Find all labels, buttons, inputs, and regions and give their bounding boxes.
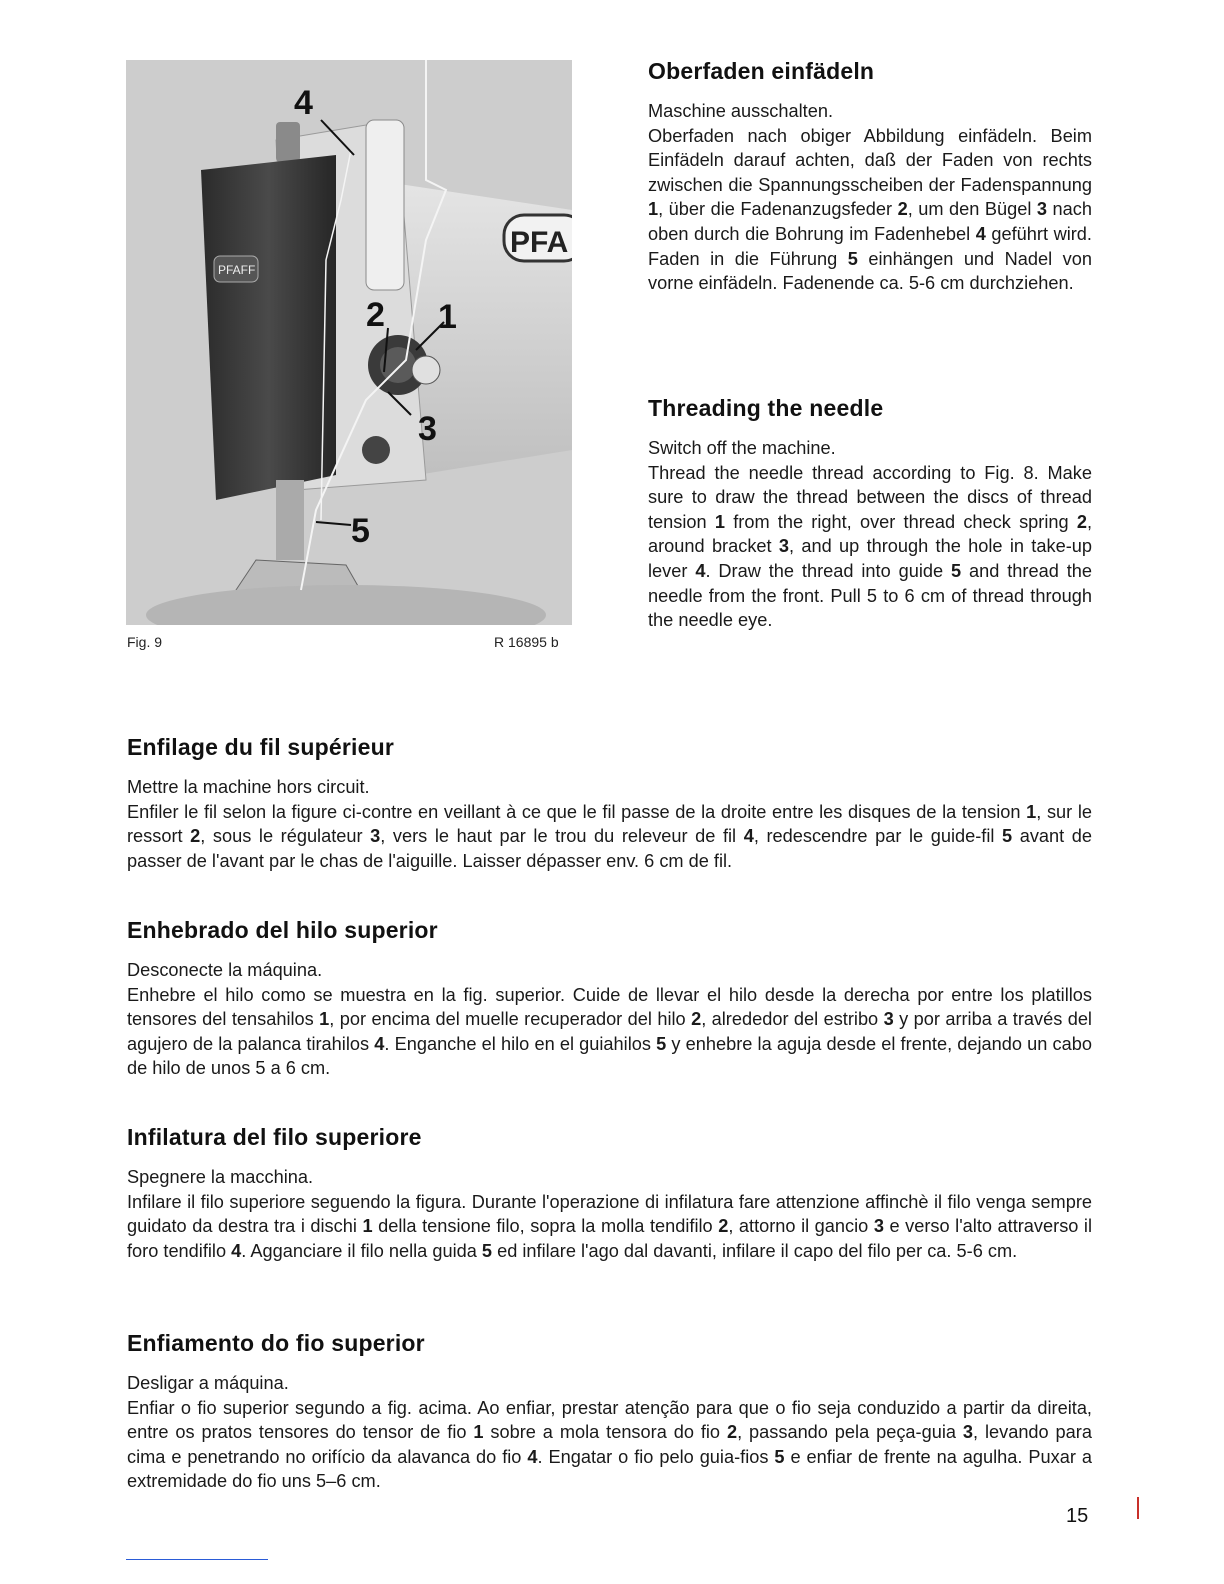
figure-photo [126,60,572,625]
callout-5: 5 [351,512,370,550]
edge-mark [1137,1497,1139,1519]
part-reference-number: 4 [975,223,986,244]
section-title: Enhebrado del hilo superior [127,917,438,943]
callout-1: 1 [438,298,457,336]
section-body: Enfiar o fio superior segundo a fig. acima. Ao enfiar, prestar atenção para que o fio seja conduzido a partir da direita, entre os pratos tensores do tensor de fio 1 sobre a mola tensora do fio 2, passando pela peça-guia 3, levando para cima e penetrando no orifício da alavanca do fio 4. Engatar o fio pelo guia-fios 5 e enfiar de frente na agulha. Puxar a extremidade do fio uns 5–6 cm. [127,1397,1092,1492]
section-spanish [127,917,1092,1081]
part-reference-number: 5 [951,560,962,581]
section-portuguese [127,1330,1092,1494]
section-italian [127,1124,1092,1263]
section-step: Maschine ausschalten. [648,101,834,121]
sewing-machine-illustration [126,60,572,625]
section-step: Mettre la machine hors circuit. [127,777,370,797]
part-reference-number: 3 [962,1422,973,1443]
section-german [648,58,1092,296]
section-body: Enfiler le fil selon la figure ci-contre en veillant à ce que le fil passe de la droite entre les disques de la tension 1, sur le ressort 2, sous le régulateur 3, vers le haut par le trou du releveur de fil 4, redescendre par le guide-fil 5 avant de passer de l'avant par le chas de l'aiguille. Laisser dépasser env. 6 cm de fil. [127,801,1093,871]
part-reference-number: 3 [883,1009,894,1030]
page-number: 15 [1066,1505,1089,1527]
part-reference-number: 1 [362,1216,373,1237]
section-step: Desligar a máquina. [127,1373,289,1393]
part-reference-number: 1 [473,1422,484,1443]
section-title: Oberfaden einfädeln [648,58,875,84]
section-step: Desconecte la máquina. [127,960,323,980]
badge-text: PFAFF [218,263,256,277]
figure-reference: R 16895 b [494,634,559,650]
section-title: Enfiamento do fio superior [127,1330,425,1356]
part-reference-number: 5 [774,1446,785,1467]
section-title: Threading the needle [648,395,884,421]
section-body: Infilare il filo superiore seguendo la figura. Durante l'operazione di infilatura fare attenzione affinchè il filo venga sempre guidato da destra tra i dischi 1 della tensione filo, sopra la molla tendifilo 2, attorno il gancio 3 e verso l'alto attraverso il foro tendifilo 4. Agganciare il filo nella guida 5 ed infilare l'ago dal davanti, infilare il capo del filo per ca. 5-6 cm. [127,1191,1093,1261]
section-title: Infilatura del filo superiore [127,1124,422,1150]
callout-3: 3 [418,410,437,448]
part-reference-number: 3 [778,536,790,557]
brand-plate-text: PFA [510,226,569,259]
section-french [127,734,1092,873]
figure-caption: Fig. 9 [127,634,163,650]
part-reference-number: 3 [1036,199,1048,220]
part-reference-number: 1 [648,199,659,220]
part-reference-number: 4 [527,1446,538,1467]
section-english [648,395,1092,633]
section-body: Enhebre el hilo como se muestra en la fig. superior. Cuide de llevar el hilo desde la derecha por entre los platillos tensores del tensahilos 1, por encima del muelle recuperador del hilo 2, alrededor del estribo 3 y por arriba a través del agujero de la palanca tirahilos 4. Enganche el hilo en el guiahilos 5 y enhebre la aguja desde el frente, dejando un cabo de hilo de unos 5 a 6 cm. [127,984,1092,1079]
part-reference-number: 2 [190,826,201,847]
section-title: Enfilage du fil supérieur [127,734,394,760]
section-body: Oberfaden nach obiger Abbildung einfädeln. Beim Einfädeln darauf achten, daß der Faden von rechts zwischen die Spannungsscheiben der Fadenspannung 1, über die Fadenanzugsfeder 2, um den Bügel 3 nach oben durch die Bohrung im Fadenhebel 4 geführt wird. Faden in die Führung 5 einhängen und Nadel von vorne einfädeln. Fadenende ca. 5-6 cm durchziehen. [648,125,1092,294]
part-reference-number: 3 [873,1216,884,1237]
part-reference-number: 3 [370,826,381,847]
part-reference-number: 1 [319,1009,330,1030]
part-reference-number: 4 [374,1033,385,1054]
part-reference-number: 2 [718,1216,729,1237]
face-cover [201,155,336,500]
part-reference-number: 2 [897,199,908,220]
part-reference-number: 5 [847,248,858,269]
section-step: Switch off the machine. [648,438,836,458]
part-reference-number: 4 [743,826,754,847]
part-reference-number: 5 [656,1033,667,1054]
part-reference-number: 2 [1076,511,1087,532]
part-reference-number: 5 [481,1240,493,1261]
part-reference-number: 1 [714,511,725,532]
bottom-rule [126,1559,268,1560]
part-reference-number: 4 [695,560,706,581]
callout-4: 4 [294,84,313,122]
section-step: Spegnere la macchina. [127,1167,314,1187]
callout-2: 2 [366,296,385,334]
part-reference-number: 4 [231,1240,242,1261]
section-body: Thread the needle thread according to Fig. 8. Make sure to draw the thread between the discs of thread tension 1 from the right, over thread check spring 2, around bracket 3, and up through the hole in take-up lever 4. Draw the thread into guide 5 and thread the needle from the front. Pull 5 to 6 cm of thread through the needle eye. [648,462,1093,631]
part-reference-number: 2 [691,1009,702,1030]
part-reference-number: 1 [1026,801,1037,822]
part-reference-number: 2 [726,1422,738,1443]
part-reference-number: 5 [1002,826,1013,847]
